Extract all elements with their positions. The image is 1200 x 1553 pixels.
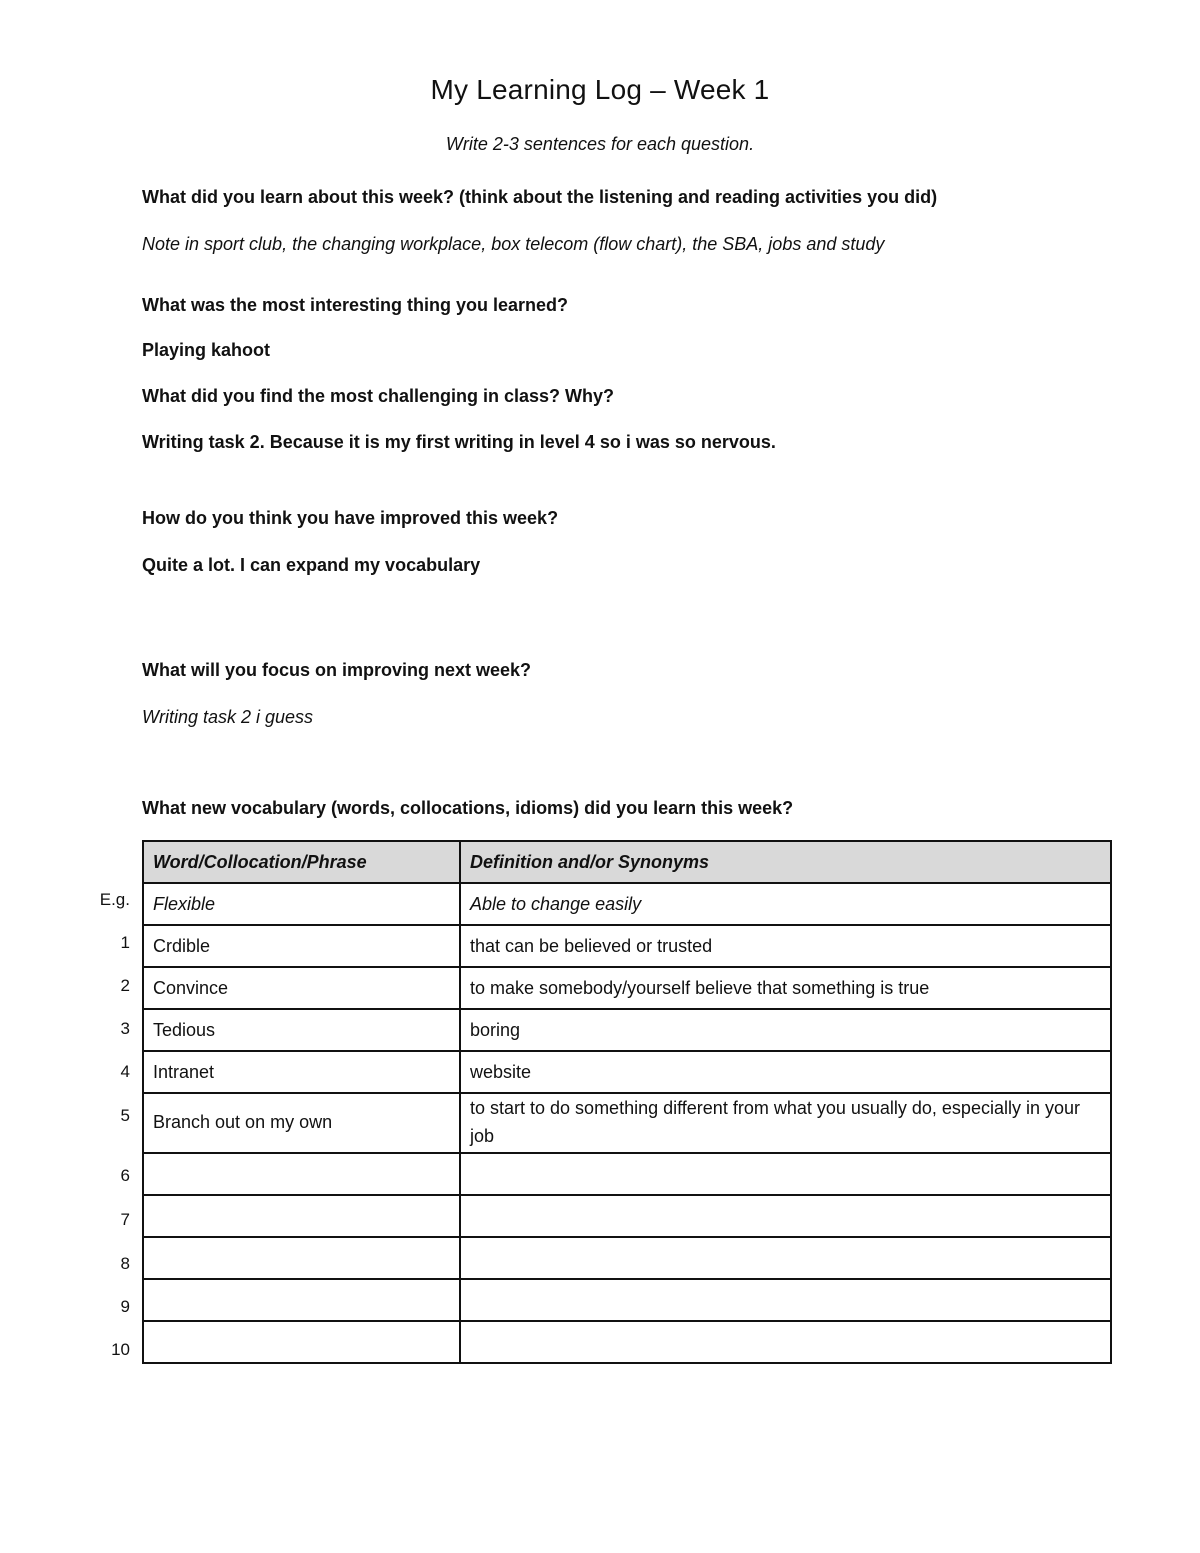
question-3: What did you find the most challenging in class? Why? — [142, 386, 615, 406]
row-number-8: 8 — [120, 1254, 130, 1273]
row-number-7: 7 — [120, 1210, 130, 1229]
definition-cell[interactable]: to make somebody/yourself believe that something is true — [460, 967, 1111, 1009]
table-row-example — [143, 883, 1111, 925]
definition-cell[interactable]: boring — [460, 1009, 1111, 1051]
answer-1: Note in sport club, the changing workplace, box telecom (flow chart), the SBA, jobs and study — [142, 234, 885, 254]
word-cell[interactable]: Tedious — [143, 1009, 460, 1051]
definition-cell[interactable] — [460, 1195, 1111, 1237]
word-cell[interactable] — [143, 1279, 460, 1321]
table-row — [143, 1195, 1111, 1237]
row-number-4: 4 — [120, 1062, 130, 1081]
question-2: What was the most interesting thing you learned? — [142, 295, 569, 315]
word-cell[interactable]: Flexible — [143, 883, 460, 925]
answer-3: Writing task 2. Because it is my first writing in level 4 so i was so nervous. — [142, 432, 776, 452]
table-row — [143, 1237, 1111, 1279]
word-cell[interactable] — [143, 1321, 460, 1363]
row-number-3: 3 — [120, 1019, 130, 1038]
table-row — [143, 967, 1111, 1009]
table-row — [143, 1153, 1111, 1195]
word-cell[interactable] — [143, 1237, 460, 1279]
table-row — [143, 1279, 1111, 1321]
definition-cell[interactable] — [460, 1321, 1111, 1363]
row-number-10: 10 — [111, 1340, 130, 1359]
row-number-6: 6 — [120, 1166, 130, 1185]
question-5: What will you focus on improving next week? — [142, 660, 532, 680]
answer-5: Writing task 2 i guess — [142, 707, 314, 727]
row-number-eg: E.g. — [99, 890, 130, 909]
page-title: My Learning Log – Week 1 — [430, 74, 770, 105]
row-number-1: 1 — [120, 933, 130, 952]
answer-2: Playing kahoot — [142, 340, 271, 360]
definition-cell[interactable]: that can be believed or trusted — [460, 925, 1111, 967]
word-cell[interactable] — [143, 1195, 460, 1237]
table-row — [143, 1009, 1111, 1051]
vocabulary-table — [142, 840, 1112, 1364]
table-row — [143, 1051, 1111, 1093]
table-row — [143, 925, 1111, 967]
question-1: What did you learn about this week? (think about the listening and reading activities you did) — [142, 187, 938, 207]
header-definition: Definition and/or Synonyms — [460, 841, 1111, 883]
row-number-2: 2 — [120, 976, 130, 995]
definition-cell[interactable]: to start to do something different from what you usually do, especially in your job — [460, 1093, 1111, 1153]
header-word: Word/Collocation/Phrase — [143, 841, 460, 883]
word-cell[interactable]: Convince — [143, 967, 460, 1009]
table-header-row — [143, 841, 1111, 883]
definition-cell[interactable]: Able to change easily — [460, 883, 1111, 925]
word-cell[interactable] — [143, 1153, 460, 1195]
definition-cell[interactable] — [460, 1153, 1111, 1195]
definition-cell[interactable] — [460, 1279, 1111, 1321]
row-number-5: 5 — [120, 1106, 130, 1125]
table-row — [143, 1321, 1111, 1363]
word-cell[interactable]: Branch out on my own — [143, 1093, 460, 1153]
answer-4: Quite a lot. I can expand my vocabulary — [142, 555, 481, 575]
question-6: What new vocabulary (words, collocations, idioms) did you learn this week? — [142, 798, 794, 818]
definition-cell[interactable]: website — [460, 1051, 1111, 1093]
row-number-9: 9 — [120, 1297, 130, 1316]
word-cell[interactable]: Crdible — [143, 925, 460, 967]
word-cell[interactable]: Intranet — [143, 1051, 460, 1093]
definition-cell[interactable] — [460, 1237, 1111, 1279]
question-4: How do you think you have improved this week? — [142, 508, 559, 528]
instructions: Write 2-3 sentences for each question. — [445, 134, 755, 154]
table-row — [143, 1093, 1111, 1153]
